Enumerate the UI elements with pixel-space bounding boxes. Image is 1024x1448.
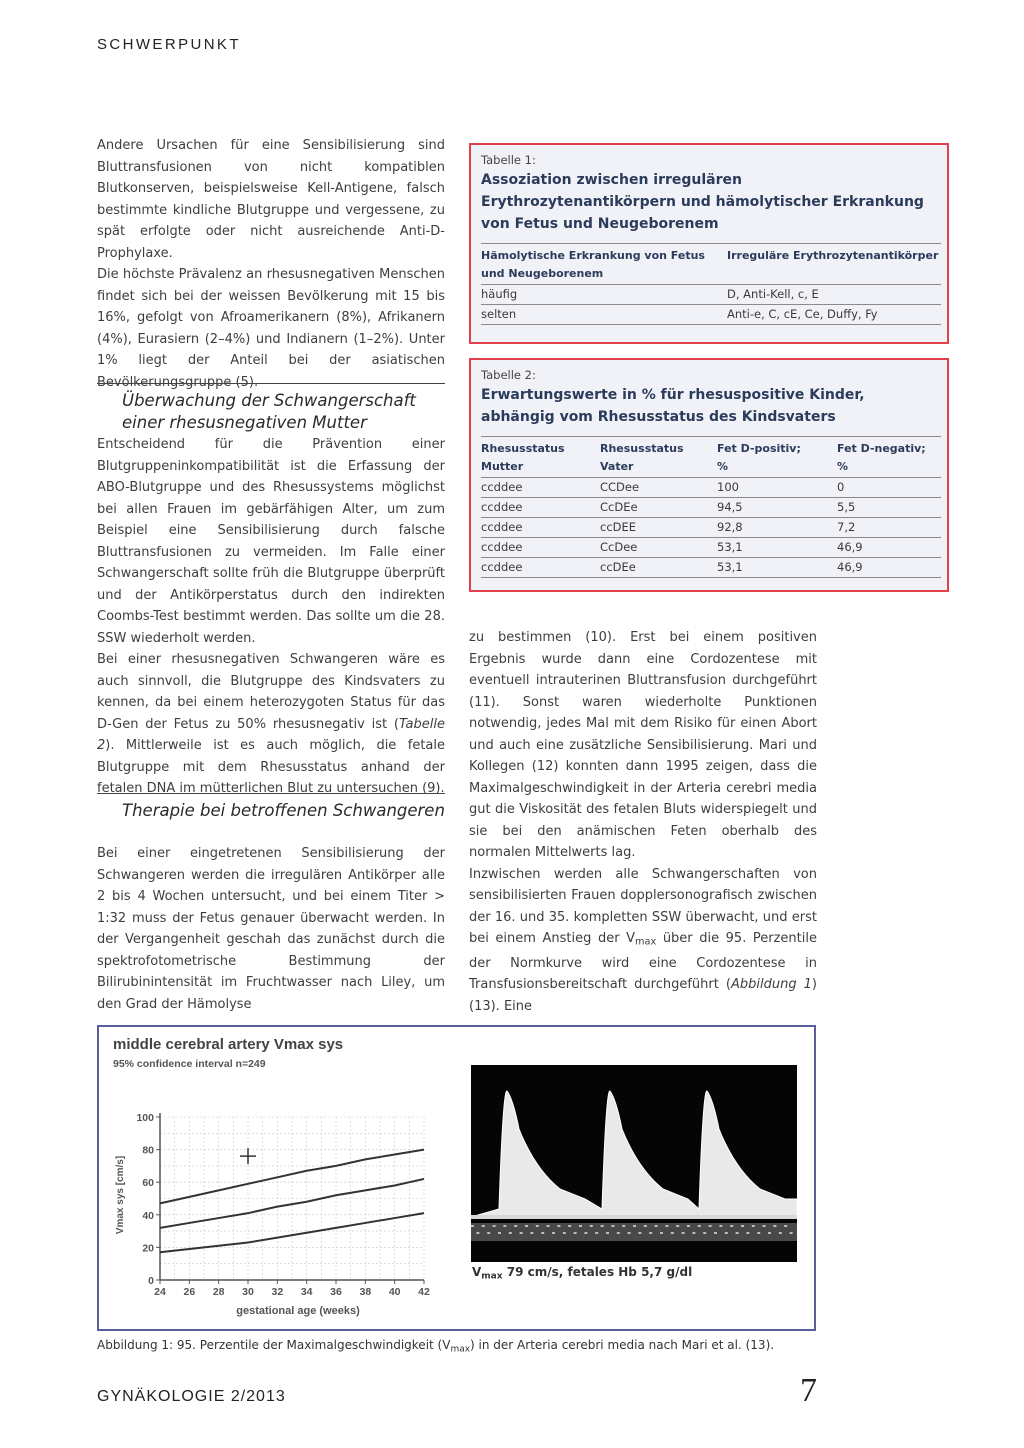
doppler-speckle [665, 1225, 668, 1227]
section1-paragraph-1: Entscheidend für die Prävention einer Blutgruppeninkompatibilität ist die Erfassung der ABO-Blutgruppe und des Rhesussystems möglichst bei allen Frauen im gebärfähigen Alter, um zum Beispiel eine Sensibilisierung durch falsche Bluttransfusionen zu vermeiden. Im Falle einer Schwangerschaft sollte früh die Blutgruppe überprüft und der Antikörperstatus durch den indirekten Coombs-Test bestimmt werden. Das sollte um die 28. SSW wiederholt werden. [97, 437, 445, 646]
doppler-speckle [611, 1225, 614, 1227]
y-tick-label: 20 [142, 1242, 154, 1255]
section-heading-monitoring [97, 383, 445, 433]
doppler-speckle [482, 1225, 485, 1227]
doppler-speckle [784, 1225, 787, 1227]
doppler-speckle [514, 1225, 517, 1227]
table-label: Tabelle 1: [481, 153, 536, 167]
doppler-speckle [601, 1225, 604, 1227]
section-heading-therapy [97, 793, 445, 822]
x-tick-label: 34 [300, 1286, 313, 1298]
rightcol-paragraph-2: Inzwischen werden alle Schwangerschaften von sensibilisierten Frauen dopplersonografisch zwischen der 16. und 35. kompletten SSW überwacht, und erst bei einem Anstieg der $V_{max}$ über die 95. Perzentile der Normkurve wird eine Cordozentese in Transfusionsbereitschaft durchgeführt (Abbildung 1) (13). Eine [469, 866, 817, 1014]
doppler-speckle [649, 1232, 652, 1234]
rightcol-text [469, 627, 817, 1017]
table-cell: CcDEe [600, 498, 717, 518]
section-title: Therapie bei betroffenen Schwangeren [122, 801, 445, 820]
chart-title: middle cerebral artery Vmax sys [113, 1036, 344, 1053]
table-cell: 0 [837, 478, 941, 498]
table-cell: häufig [481, 285, 727, 305]
doppler-speckle [579, 1225, 582, 1227]
table-cell: selten [481, 305, 727, 325]
doppler-caption: $V_{max}$ 79 cm/s, fetales Hb 5,7 g/dl [472, 1265, 693, 1282]
table-cell: ccDEE [600, 518, 717, 538]
doppler-speckle [719, 1225, 722, 1227]
doppler-speckle [584, 1232, 587, 1234]
column-header: Rhesusstatus Mutter [481, 437, 600, 478]
y-tick-label: 60 [142, 1177, 154, 1190]
doppler-speckle [525, 1225, 528, 1227]
doppler-speckle [757, 1232, 760, 1234]
intro-paragraph-1: Andere Ursachen für eine Sensibilisierung sind Bluttransfusionen von nicht kompatiblen Blutkonserven, beispielsweise Kell-Antigene, falsch bestimmte kindliche Blutgruppe und vergessene, zu spät erfolgte oder nicht ausreichende Anti-D-Prophylaxe. [97, 138, 445, 261]
table-cell: 53,1 [717, 558, 837, 578]
x-tick-label: 40 [388, 1286, 401, 1298]
doppler-speckle [741, 1225, 744, 1227]
table-cell: 100 [717, 478, 837, 498]
doppler-speckle [536, 1225, 539, 1227]
doppler-speckle [552, 1232, 555, 1234]
table-cell: Anti-e, C, cE, Ce, Duffy, Fy [727, 305, 941, 325]
section-label: SCHWERPUNKT [97, 36, 241, 53]
x-tick-label: 28 [212, 1286, 225, 1298]
table-2 [469, 358, 949, 592]
doppler-speckle [622, 1225, 625, 1227]
doppler-speckle [476, 1232, 479, 1234]
table-row [481, 285, 941, 305]
table-cell: 92,8 [717, 518, 837, 538]
doppler-speckle [487, 1232, 490, 1234]
journal-issue: GYNÄKOLOGIE 2/2013 [97, 1388, 286, 1405]
y-tick-label: 100 [136, 1112, 154, 1124]
x-tick-label: 32 [271, 1286, 284, 1298]
table-2-grid [481, 436, 941, 578]
table-cell: ccddee [481, 498, 600, 518]
x-axis-label: gestational age (weeks) [236, 1305, 360, 1317]
figure-caption: Abbildung 1: 95. Perzentile der Maximalgeschwindigkeit $(V_{max})$ in der Arteria cerebri media nach Mari et al. (13). [97, 1338, 775, 1355]
doppler-speckle [660, 1232, 663, 1234]
table-reference: Tabelle 2 [97, 716, 445, 753]
y-axis-label: Vmax sys [cm/s] [115, 1155, 126, 1235]
doppler-speckle [698, 1225, 701, 1227]
table-row [481, 478, 941, 498]
doppler-speckle [779, 1232, 782, 1234]
doppler-speckle [736, 1232, 739, 1234]
doppler-speckle [682, 1232, 685, 1234]
intro-text [97, 135, 445, 393]
page-number: 7 [800, 1372, 817, 1409]
section2-paragraph-1: Bei einer eingetretenen Sensibilisierung der Schwangeren werden die irregulären Antikörper alle 2 bis 4 Wochen untersucht, und bei einem Titer > 1:32 muss der Fetus genauer überwacht werden. In der Vergangenheit geschah das zunächst durch die spektrofotometrische Bestimmung der Bilirubinintensität im Fruchtwasser nach Liley, um den Grad der Hämolyse [97, 846, 445, 1012]
doppler-speckle [709, 1225, 712, 1227]
table-title: Erwartungswerte in % für rhesuspositive Kinder, abhängig vom Rhesusstatus des Kindsvaters [481, 387, 865, 425]
intro-paragraph-2: Die höchste Prävalenz an rhesusnegativen Menschen findet sich bei der weissen Bevölkerung mit 15 bis 16%, gefolgt von Afroamerikanern (8%), Afrikanern (4%), Eurasiern (2–4%) und Indianern (1–2%). Unter 1% liegt der Anteil bei der asiatischen Bevölkerungsgruppe (5). [97, 267, 445, 390]
table-row [481, 558, 941, 578]
x-tick-label: 30 [242, 1286, 254, 1298]
x-tick-label: 24 [154, 1286, 166, 1298]
doppler-speckle [493, 1225, 496, 1227]
table-1-grid [481, 243, 941, 325]
column-header: Irreguläre Erythrozytenantikörper [727, 244, 941, 285]
doppler-speckle [568, 1225, 571, 1227]
column-header: Fet D-negativ; % [837, 437, 941, 478]
figure-graphics [99, 1027, 814, 1329]
y-tick-label: 0 [148, 1275, 154, 1287]
table-1 [469, 143, 949, 344]
section1-paragraph-2: Bei einer rhesusnegativen Schwangeren wäre es auch sinnvoll, die Blutgruppe des Kindsvaters zu kennen, da bei einem heterozygoten Status für das D-Gen der Fetus zu 50% rhesusnegativ ist (Tabelle 2). Mittlerweile ist es auch möglich, die fetale Blutgruppe mit dem Rhesusstatus anhand der fetalen DNA im mütterlichen Blut zu untersuchen (9). [97, 652, 445, 796]
doppler-speckle [547, 1225, 550, 1227]
column-header: Fet D-positiv; % [717, 437, 837, 478]
rightcol-paragraph-1: zu bestimmen (10). Erst bei einem positiven Ergebnis wurde dann eine Cordozentese mit eventuell intrauterinen Bluttransfusion durchgeführt (11). Sonst waren wiederholte Punktionen notwendig, jedes Mal mit dem Risiko für einen Abort und auch eine zusätzliche Sensibilisierung. Mari und Kollegen (12) konnten dann 1995 zeigen, dass die Maximalgeschwindigkeit in der Arteria cerebri media gut die Viskosität des fetalen Bluts widerspiegelt und sie bei den anämischen Feten oberhalb des normalen Mittelwerts lag. [469, 630, 817, 860]
doppler-spectrogram [471, 1065, 797, 1262]
table-cell: 7,2 [837, 518, 941, 538]
doppler-speckle [628, 1232, 631, 1234]
doppler-speckle [746, 1232, 749, 1234]
table-cell: ccddee [481, 518, 600, 538]
table-title: Assoziation zwischen irregulären Erythrozytenantikörpern und hämolytischer Erkrankung von Fetus und Neugeborenem [481, 172, 924, 232]
doppler-speckle [644, 1225, 647, 1227]
column-header: Hämolytische Erkrankung von Fetus und Neugeborenem [481, 244, 727, 285]
doppler-speckle [773, 1225, 776, 1227]
doppler-speckle [557, 1225, 560, 1227]
doppler-speckle [730, 1225, 733, 1227]
x-tick-label: 36 [330, 1286, 342, 1298]
doppler-speckle [471, 1225, 474, 1227]
doppler-speckle [498, 1232, 501, 1234]
doppler-speckle [671, 1232, 674, 1234]
table-cell: D, Anti-Kell, c, E [727, 285, 941, 305]
doppler-speckle [574, 1232, 577, 1234]
doppler-speckle [563, 1232, 566, 1234]
doppler-speckle [503, 1225, 506, 1227]
doppler-speckle [617, 1232, 620, 1234]
table-row [481, 518, 941, 538]
table-cell: ccddee [481, 478, 600, 498]
x-tick-label: 42 [418, 1286, 430, 1298]
doppler-speckle [676, 1225, 679, 1227]
doppler-speckle [638, 1232, 641, 1234]
doppler-speckle [752, 1225, 755, 1227]
figure-1 [97, 1025, 816, 1331]
table-row [481, 538, 941, 558]
table-cell: 94,5 [717, 498, 837, 518]
x-tick-label: 26 [183, 1286, 196, 1298]
section1-text [97, 434, 445, 800]
section-title: Überwachung der Schwangerschaft einer rhesusnegativen Mutter [122, 391, 416, 432]
doppler-baseline [471, 1215, 797, 1219]
section2-text [97, 843, 445, 1015]
table-label: Tabelle 2: [481, 368, 536, 382]
doppler-speckle [590, 1225, 593, 1227]
mca-chart [113, 1036, 430, 1317]
doppler-speckle [509, 1232, 512, 1234]
table-cell: 5,5 [837, 498, 941, 518]
y-tick-label: 40 [142, 1209, 154, 1222]
table-cell: CcDee [600, 538, 717, 558]
chart-subtitle: 95% confidence interval n=249 [113, 1058, 266, 1070]
table-cell: ccDEe [600, 558, 717, 578]
doppler-speckle [655, 1225, 658, 1227]
table-cell: ccddee [481, 558, 600, 578]
table-cell: ccddee [481, 538, 600, 558]
table-cell: 46,9 [837, 538, 941, 558]
figure-reference: Abbildung 1 [730, 977, 812, 993]
doppler-speckle [790, 1232, 793, 1234]
y-tick-label: 80 [142, 1144, 154, 1157]
table-row [481, 305, 941, 325]
doppler-speckle [714, 1232, 717, 1234]
doppler-speckle [703, 1232, 706, 1234]
table-cell: 46,9 [837, 558, 941, 578]
doppler-speckle [725, 1232, 728, 1234]
table-row [481, 498, 941, 518]
doppler-speckle [520, 1232, 523, 1234]
doppler-speckle [530, 1232, 533, 1234]
x-tick-label: 38 [359, 1286, 372, 1298]
column-header: Rhesusstatus Vater [600, 437, 717, 478]
doppler-speckle [692, 1232, 695, 1234]
doppler-speckle [687, 1225, 690, 1227]
doppler-speckle [595, 1232, 598, 1234]
table-cell: 53,1 [717, 538, 837, 558]
doppler-speckle [633, 1225, 636, 1227]
doppler-speckle [763, 1225, 766, 1227]
table-cell: CCDee [600, 478, 717, 498]
doppler-speckle [541, 1232, 544, 1234]
doppler-speckle [606, 1232, 609, 1234]
doppler-speckle [768, 1232, 771, 1234]
